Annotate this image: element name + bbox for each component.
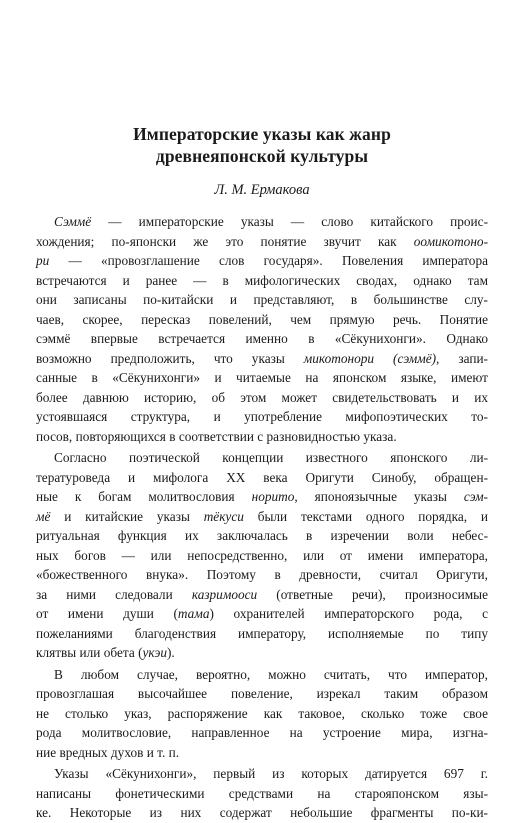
italic-term: укэи xyxy=(142,645,167,660)
italic-term: казримооси xyxy=(191,586,258,602)
text-line xyxy=(36,784,488,804)
text-run: В любом случае, вероятно, можно считать, что император, xyxy=(54,666,488,682)
text-run: ритуальная функция их заключалась в изречении воли небес- xyxy=(36,528,488,543)
italic-term: микотонори (сэммё) xyxy=(303,350,437,366)
text-run: более давнюю историю, об этом может свидетельствовать и их xyxy=(36,389,488,405)
text-run: ). xyxy=(167,645,175,660)
text-run: написаны фонетическими средствами на старояпонском язы- xyxy=(36,785,488,801)
text-run: ных богов — или непосредственно, или от имени императора, xyxy=(36,547,488,563)
article-title-line-2: древнеяпонской культуры xyxy=(155,146,369,166)
text-run: встречаются и ранее — в мифологических сводах, однако там xyxy=(36,272,488,288)
text-line xyxy=(36,743,488,763)
text-run: , запи- xyxy=(436,350,488,366)
article-title xyxy=(36,123,488,167)
text-run: рода молитвословие, направленное на устроение мира, изгна- xyxy=(36,725,488,740)
text-line xyxy=(36,665,488,685)
text-line xyxy=(36,427,488,447)
text-line xyxy=(36,329,488,349)
text-run: были текстами одного порядка, и xyxy=(243,508,489,524)
text-line xyxy=(36,684,488,704)
text-run: «божественного внука». Поэтому в древности, считал Оригути, xyxy=(36,567,488,582)
text-line xyxy=(36,803,488,823)
text-run: (ответные речи), произносимые xyxy=(257,586,488,602)
book-page xyxy=(36,0,489,820)
italic-term: мё xyxy=(36,508,51,524)
text-line xyxy=(36,349,488,369)
text-line xyxy=(36,585,488,605)
text-run: посов, повторяющихся в соответствии с разновидностью указа. xyxy=(36,428,397,444)
text-line xyxy=(36,310,488,330)
text-line xyxy=(36,388,488,408)
text-line xyxy=(36,507,488,527)
italic-term: норито xyxy=(251,489,295,504)
text-line xyxy=(36,723,488,743)
text-line xyxy=(36,526,488,546)
article-title-line-1: Императорские указы как жанр xyxy=(133,124,391,144)
text-line xyxy=(36,546,488,566)
text-run: пожеланиями благоденствия императору, исполняемые по типу xyxy=(36,625,488,641)
text-line xyxy=(36,368,488,388)
italic-term: ри xyxy=(36,253,50,268)
text-line xyxy=(36,764,488,784)
text-line xyxy=(36,407,488,427)
text-run: они записаны по-китайски и представляют, в большинстве слу- xyxy=(36,292,488,307)
text-run: , японоязычные указы xyxy=(294,489,464,504)
text-run: сэммё впервые встречается именно в «Сёкунихонги». Однако xyxy=(36,331,488,346)
text-line xyxy=(36,565,488,585)
text-run: санные в «Сёкунихонги» и читаемые на японском языке, имеют xyxy=(36,370,488,385)
text-run: тературоведа и мифолога XX века Оригути Синобу, обращен- xyxy=(36,469,488,485)
text-line xyxy=(36,448,488,468)
text-line xyxy=(36,212,488,232)
text-line xyxy=(36,251,488,271)
paragraph xyxy=(36,448,488,663)
text-run: от имени души ( xyxy=(36,606,178,621)
text-line xyxy=(36,468,488,488)
text-run: чаев, скорее, пересказ повелений, чем прямую речь. Понятие xyxy=(36,311,488,327)
text-run: ные к богам молитвословия xyxy=(36,489,252,504)
text-run: — «провозглашение слов государя». Повеления императора xyxy=(49,253,488,268)
text-run: Указы «Сёкунихонги», первый из которых датируется 697 г. xyxy=(54,766,488,781)
text-run: и китайские указы xyxy=(50,508,204,524)
italic-term: тама xyxy=(177,606,210,621)
text-line xyxy=(36,704,488,724)
text-line xyxy=(36,271,488,291)
text-run: за ними следовали xyxy=(36,586,192,602)
italic-term: Сэммё xyxy=(54,214,92,229)
text-line xyxy=(36,290,488,310)
text-run: устоявшаяся структура, и употребление мифопоэтических то- xyxy=(36,409,488,424)
paragraph xyxy=(36,764,488,823)
text-run: ние вредных духов и т. п. xyxy=(36,744,180,760)
text-run: ) охранителей императорского рода, с xyxy=(209,606,488,621)
text-run: ке. Некоторые из них содержат небольшие фрагменты по-ки- xyxy=(36,805,488,820)
italic-term: сэм- xyxy=(463,489,488,504)
text-line xyxy=(36,643,488,663)
text-run: Согласно поэтической концепции известного японского ли- xyxy=(54,450,488,465)
italic-term: тёкуси xyxy=(203,508,244,524)
text-run: возможно предположить, что указы xyxy=(36,350,304,366)
text-run: провозглашая высочайшее повеление, изрекал таким образом xyxy=(36,686,488,701)
text-run: — императорские указы — слово китайского проис- xyxy=(91,214,488,229)
text-run: хождения; по-японски же это понятие звучит как xyxy=(36,233,414,249)
text-run: клятвы или обета ( xyxy=(36,645,143,660)
text-run: не столько указ, распоряжение как таковое, сколько тоже свое xyxy=(36,705,488,721)
paragraph xyxy=(36,665,488,763)
text-line xyxy=(36,604,488,624)
article-author: Л. М. Ермакова xyxy=(214,182,310,198)
article-body xyxy=(36,212,488,823)
paragraph xyxy=(36,212,488,446)
text-line xyxy=(36,487,488,507)
italic-term: оомикотоно- xyxy=(413,233,488,249)
text-line xyxy=(36,624,488,644)
text-line xyxy=(36,232,488,252)
